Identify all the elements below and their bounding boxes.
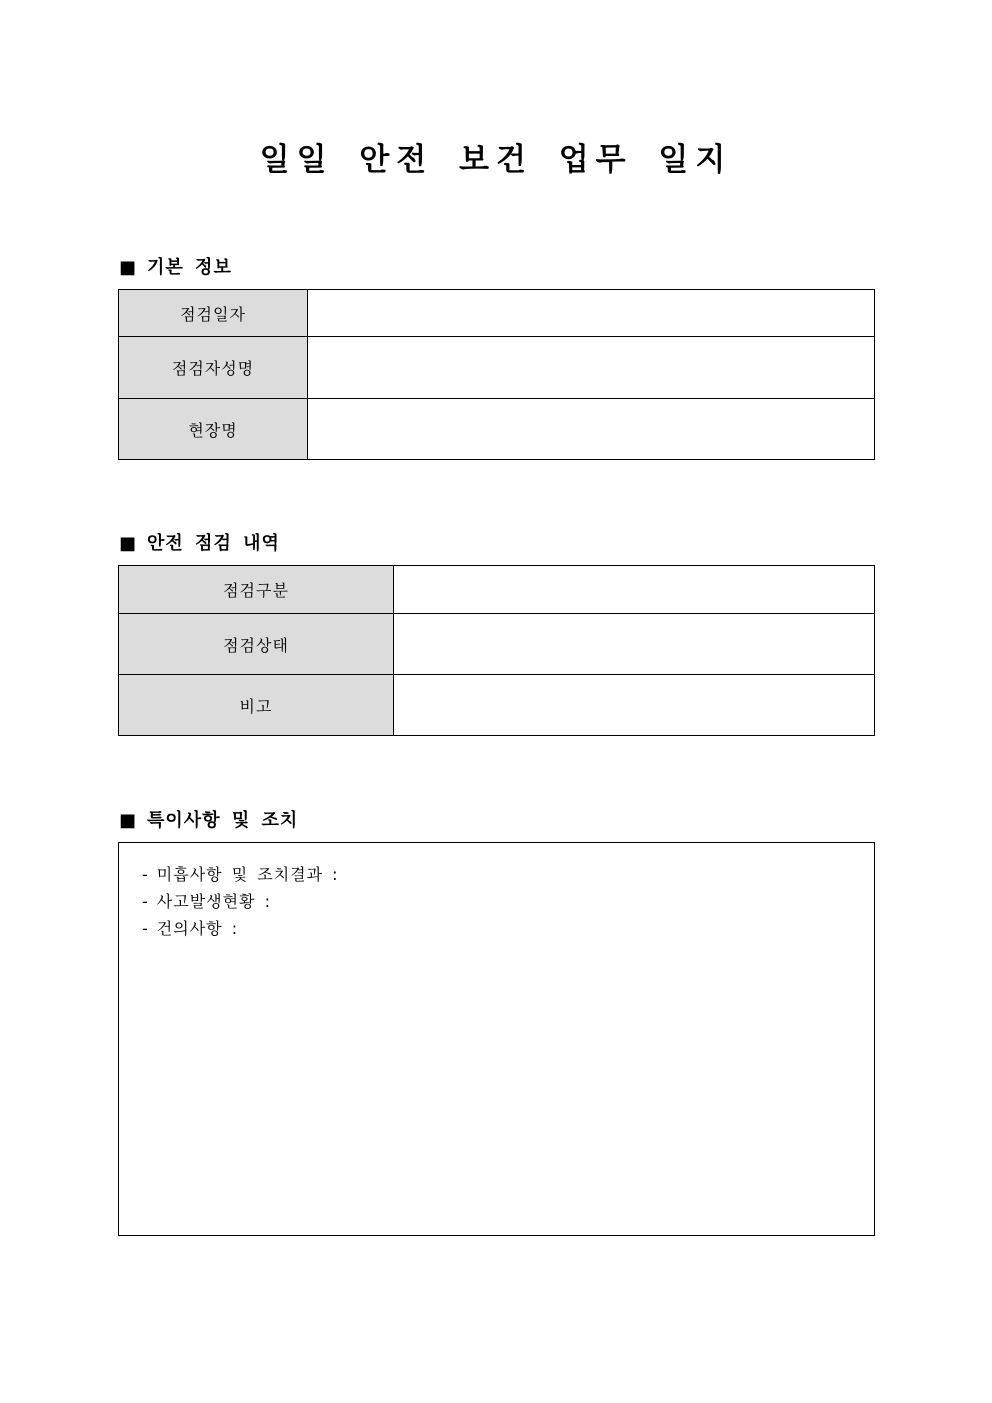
square-bullet-icon: ■ xyxy=(119,257,138,278)
inspection-type-field[interactable] xyxy=(394,566,875,614)
section-heading-text: 안전 점검 내역 xyxy=(147,533,280,554)
notes-list xyxy=(119,843,874,942)
dash-marker: - xyxy=(142,892,149,911)
table-row xyxy=(119,675,875,736)
table-row xyxy=(119,290,875,337)
list-item-text: 건의사항 : xyxy=(156,919,239,938)
dash-marker: - xyxy=(142,919,149,938)
inspection-table xyxy=(118,565,875,736)
section-heading-basic xyxy=(119,253,232,279)
table-row xyxy=(119,566,875,614)
inspection-date-field[interactable] xyxy=(308,290,875,337)
table-row xyxy=(119,337,875,399)
square-bullet-icon: ■ xyxy=(119,810,138,831)
label-site-name: 현장명 xyxy=(119,399,308,460)
inspection-status-field[interactable] xyxy=(394,614,875,675)
section-heading-text: 기본 정보 xyxy=(147,257,232,278)
table-row xyxy=(119,399,875,460)
label-inspector-name: 점검자성명 xyxy=(119,337,308,399)
dash-marker: - xyxy=(142,865,149,884)
notes-textarea[interactable] xyxy=(118,842,875,1236)
square-bullet-icon: ■ xyxy=(119,533,138,554)
inspector-name-field[interactable] xyxy=(308,337,875,399)
section-heading-text: 특이사항 및 조치 xyxy=(147,810,299,831)
label-remarks: 비고 xyxy=(119,675,394,736)
label-inspection-status: 점검상태 xyxy=(119,614,394,675)
list-item-text: 사고발생현황 : xyxy=(156,892,271,911)
label-inspection-type: 점검구분 xyxy=(119,566,394,614)
list-item xyxy=(142,915,874,942)
section-heading-notes xyxy=(119,806,298,832)
table-row xyxy=(119,614,875,675)
list-item-text: 미흡사항 및 조치결과 : xyxy=(156,865,339,884)
remarks-field[interactable] xyxy=(394,675,875,736)
list-item xyxy=(142,861,874,888)
basic-info-table xyxy=(118,289,875,460)
site-name-field[interactable] xyxy=(308,399,875,460)
list-item xyxy=(142,888,874,915)
section-heading-inspection xyxy=(119,529,280,555)
document-title: 일일 안전 보건 업무 일지 xyxy=(259,142,733,178)
label-inspection-date: 점검일자 xyxy=(119,290,308,337)
